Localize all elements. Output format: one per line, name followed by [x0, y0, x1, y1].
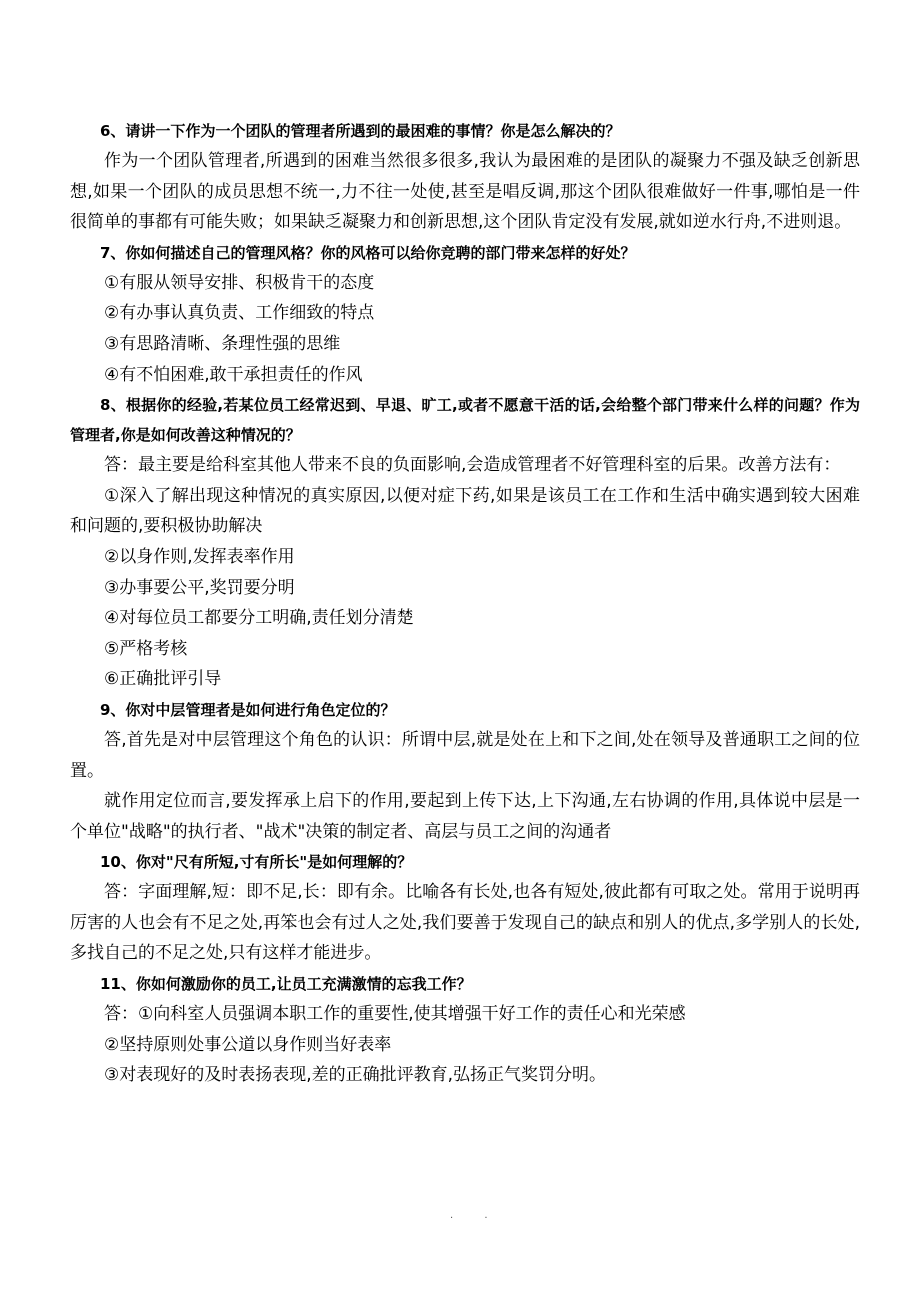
question-9-answer-2: 就作用定位而言,要发挥承上启下的作用,要起到上传下达,上下沟通,左右协调的作用,具体说中层是一个单位"战略"的执行者、"战术"决策的制定者、高层与员工之间的沟通者 [70, 791, 860, 842]
question-8-item: ⑤严格考核 [104, 638, 188, 659]
question-7-item: ③有思路清晰、条理性强的思维 [104, 333, 341, 354]
question-7-title: 7、你如何描述自己的管理风格？你的风格可以给你竞聘的部门带来怎样的好处？ [100, 243, 636, 262]
question-11-item: ②坚持原则处事公道以身作则当好表率 [104, 1034, 392, 1055]
question-11-item: 答：①向科室人员强调本职工作的重要性,使其增强干好工作的责任心和光荣感 [104, 1004, 686, 1025]
page-footer-marks: . . [450, 1210, 502, 1221]
question-10-answer: 答：字面理解,短：即不足,长：即有余。比喻各有长处,也各有短处,彼此都有可取之处。常用于说明再厉害的人也会有不足之处,再笨也会有过人之处,我们要善于发现自己的缺点和别人的优点,多学别人的长处,多找自己的不足之处,只有这样才能进步。 [70, 882, 860, 964]
question-7-item: ②有办事认真负责、工作细致的特点 [104, 303, 375, 324]
question-8-item: ①深入了解出现这种情况的真实原因,以便对症下药,如果是该员工在工作和生活中确实遇到较大困难和问题的,要积极协助解决 [70, 485, 860, 537]
question-6-title: 6、请讲一下作为一个团队的管理者所遇到的最困难的事情？你是怎么解决的？ [100, 122, 621, 140]
question-6-answer: 作为一个团队管理者,所遇到的困难当然很多很多,我认为最困难的是团队的凝聚力不强及缺乏创新思想,如果一个团队的成员思想不统一,力不往一处使,甚至是唱反调,那这个团队很难做好一件事,哪怕是一件很简单的事都有可能失败；如果缺乏凝聚力和创新思想,这个团队肯定没有发展,就如逆水行舟,不进则退。 [70, 151, 860, 233]
question-9-answer-1: 答,首先是对中层管理这个角色的认识：所谓中层,就是处在上和下之间,处在领导及普通职工之间的位置。 [70, 729, 860, 781]
question-8-item: ⑥正确批评引导 [104, 669, 222, 690]
document-content [70, 116, 860, 1091]
question-7-item: ①有服从领导安排、积极肯干的态度 [104, 272, 375, 293]
question-8-item: ④对每位员工都要分工明确,责任划分清楚 [104, 608, 414, 629]
question-8-item: ③办事要公平,奖罚要分明 [104, 577, 295, 598]
question-11-item: ③对表现好的及时表扬表现,差的正确批评教育,弘扬正气奖罚分明。 [104, 1065, 607, 1086]
question-10-title: 10、你对"尺有所短,寸有所长"是如何理解的？ [100, 853, 413, 872]
question-8-title: 8、根据你的经验,若某位员工经常迟到、早退、旷工,或者不愿意干活的话,会给整个部门带来什么样的问题？作为管理者,你是如何改善这种情况的？ [70, 396, 860, 445]
question-11-title: 11、你如何激励你的员工,让员工充满激情的忘我工作？ [100, 975, 472, 994]
question-9-title: 9、你对中层管理者是如何进行角色定位的？ [100, 700, 396, 719]
question-8-item: ②以身作则,发挥表率作用 [104, 546, 295, 567]
question-8-answer: 答：最主要是给科室其他人带来不良的负面影响,会造成管理者不好管理科室的后果。改善方法有： [104, 455, 841, 476]
question-7-item: ④有不怕困难,敢干承担责任的作风 [104, 364, 363, 385]
